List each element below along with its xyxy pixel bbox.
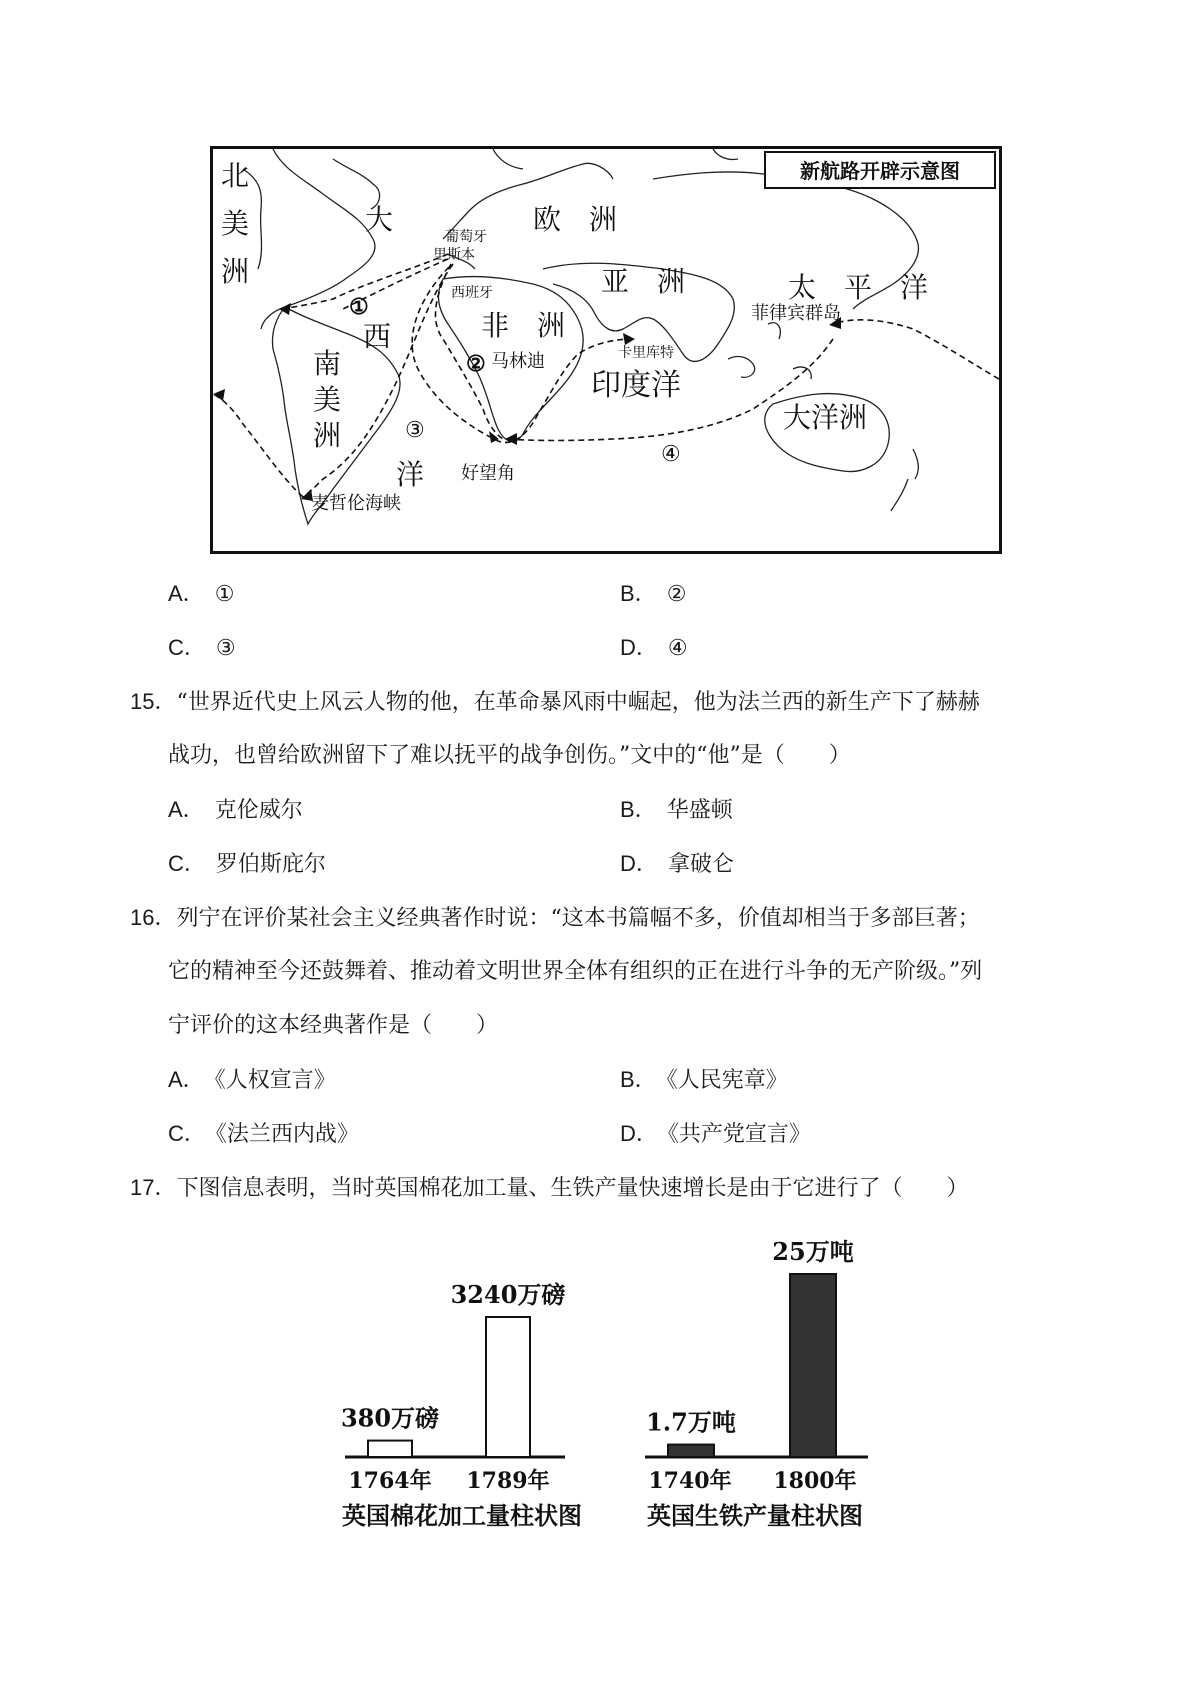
cotton-bar-1764 — [368, 1441, 412, 1457]
label-magellan-strait: 麦哲伦海峡 — [311, 493, 401, 514]
q16-line-1: 16．列宁在评价某社会主义经典著作时说：“这本书篇幅不多，价值却相当于多部巨著； — [130, 905, 980, 931]
cotton-value-1764: 380万磅 — [340, 1403, 440, 1433]
label-asia: 亚 洲 — [601, 265, 686, 298]
label-indian-ocean: 印度洋 — [591, 368, 681, 403]
cotton-tick-1764: 1764年 — [348, 1468, 432, 1494]
map-title: 新航路开辟示意图 — [800, 159, 960, 183]
q16-line-3: 宁评价的这本经典著作是（ ） — [168, 1013, 499, 1038]
label-calicut: 卡里库特 — [618, 345, 674, 361]
iron-bar-1740 — [668, 1445, 714, 1457]
label-lisbon: 里斯本 — [433, 247, 475, 263]
new-sea-route-map — [210, 146, 1002, 554]
label-south-america-2: 美 — [313, 383, 342, 416]
iron-tick-1800: 1800年 — [773, 1468, 857, 1494]
label-north-america-2: 美 — [221, 207, 250, 240]
label-north-america-1: 北 — [221, 159, 250, 192]
cotton-chart-title: 英国棉花加工量柱状图 — [342, 1501, 582, 1530]
label-philippines: 菲律宾群岛 — [751, 303, 841, 324]
q15-line-1: 15．“世界近代史上风云人物的他，在革命暴风雨中崛起，他为法兰西的新生产下了赫赫 — [130, 689, 980, 715]
label-europe: 欧 洲 — [533, 203, 618, 236]
iron-tick-1740: 1740年 — [648, 1468, 732, 1494]
label-south-america-3: 洲 — [313, 419, 342, 452]
label-africa: 非 洲 — [481, 309, 566, 342]
q16-number: 16． — [130, 905, 177, 930]
iron-bar-1800 — [790, 1274, 836, 1457]
route-number-3: ③ — [405, 418, 425, 443]
q15-option-a[interactable]: A． 克伦威尔 — [168, 797, 303, 823]
cotton-value-1789: 3240万磅 — [450, 1280, 566, 1309]
iron-value-1740: 1.7万吨 — [646, 1407, 736, 1437]
q15-line-2: 战功，也曾给欧洲留下了难以抚平的战争创伤。”文中的“他”是（ ） — [168, 743, 851, 768]
label-north-america-3: 洲 — [221, 255, 250, 288]
q17-number: 17． — [130, 1175, 177, 1200]
q16-option-b[interactable]: B． 《人民宪章》 — [620, 1067, 788, 1093]
label-oceania: 大洋洲 — [783, 401, 868, 434]
q14-option-d[interactable]: D． ④ — [620, 635, 688, 661]
label-cape-good-hope: 好望角 — [461, 463, 515, 484]
map-svg — [213, 149, 999, 551]
bar-charts — [0, 1220, 1200, 1560]
q15-number: 15． — [130, 689, 177, 714]
q14-option-c[interactable]: C． ③ — [168, 635, 236, 661]
iron-chart-title: 英国生铁产量柱状图 — [647, 1501, 863, 1530]
q15-option-c[interactable]: C． 罗伯斯庇尔 — [168, 851, 326, 877]
route-number-1: ① — [349, 294, 369, 320]
route-number-4: ④ — [661, 442, 681, 467]
q14-option-a[interactable]: A． ① — [168, 581, 235, 607]
label-pacific: 太 平 洋 — [788, 271, 929, 304]
label-atlantic-1: 大 — [365, 203, 394, 236]
q17-line-1: 17．下图信息表明，当时英国棉花加工量、生铁产量快速增长是由于它进行了（ ） — [130, 1175, 969, 1201]
q16-option-a[interactable]: A． 《人权宣言》 — [168, 1067, 336, 1093]
q16-line-2: 它的精神至今还鼓舞着、推动着文明世界全体有组织的正在进行斗争的无产阶级。”列 — [168, 959, 983, 984]
label-portugal: 葡萄牙 — [445, 229, 487, 245]
label-malindi: 马林迪 — [491, 351, 545, 372]
q16-option-d[interactable]: D． 《共产党宣言》 — [620, 1121, 811, 1147]
label-atlantic-3: 洋 — [396, 458, 425, 491]
cotton-bar-1789 — [486, 1317, 530, 1457]
q15-option-b[interactable]: B． 华盛顿 — [620, 797, 733, 823]
label-spain: 西班牙 — [451, 285, 493, 301]
label-south-america-1: 南 — [313, 347, 342, 380]
iron-value-1800: 25万吨 — [772, 1237, 854, 1266]
cotton-tick-1789: 1789年 — [466, 1468, 550, 1494]
route-number-2: ② — [466, 351, 486, 377]
q15-option-d[interactable]: D． 拿破仑 — [620, 851, 734, 877]
label-atlantic-2: 西 — [363, 320, 392, 353]
q14-option-b[interactable]: B． ② — [620, 581, 687, 607]
q16-option-c[interactable]: C． 《法兰西内战》 — [168, 1121, 359, 1147]
